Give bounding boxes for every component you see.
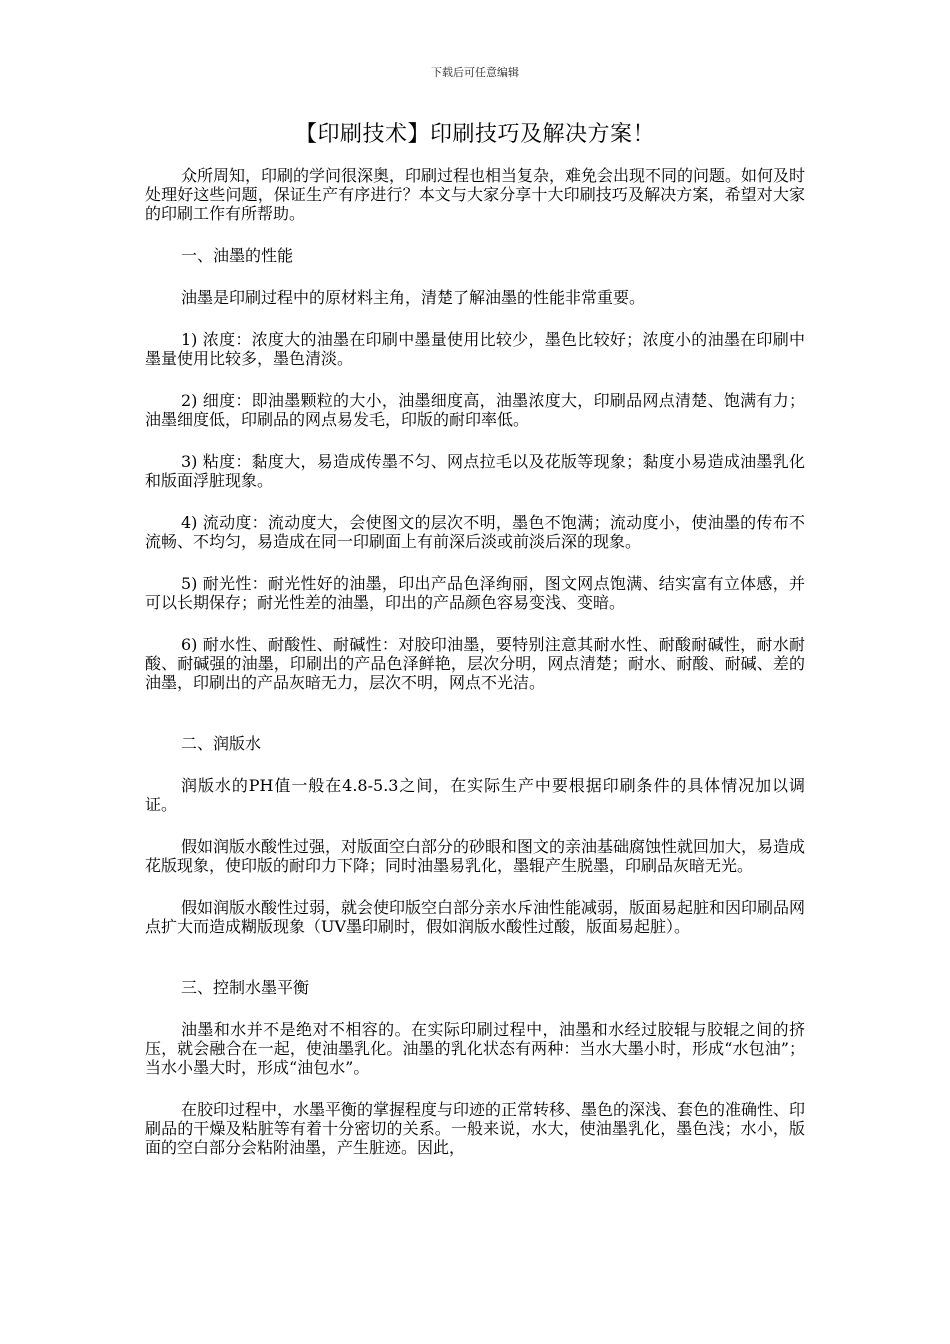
ink-item-lightfastness: 5) 耐光性：耐光性好的油墨，印出产品色泽绚丽，图文网点饱满、结实富有立体感，并可以长期保存；耐光性差的油墨，印出的产品颜色容易变浅、变暗。: [145, 574, 805, 612]
ink-item-fineness: 2) 细度：即油墨颗粒的大小，油墨细度高，油墨浓度大，印刷品网点清楚、饱满有力；油墨细度低，印刷品的网点易发毛，印版的耐印率低。: [145, 391, 805, 429]
section-heading-fountain-solution: 二、润版水: [181, 734, 262, 753]
section-ink-intro: 油墨是印刷过程中的原材料主角，清楚了解油墨的性能非常重要。: [181, 288, 646, 307]
ink-item-viscosity: 3) 粘度：黏度大，易造成传墨不匀、网点拉毛以及花版等现象；黏度小易造成油墨乳化和版面浮脏现象。: [145, 452, 805, 490]
document-title: 【印刷技术】印刷技巧及解决方案！: [294, 122, 655, 147]
balance-paragraph-control: 在胶印过程中，水墨平衡的掌握程度与印迹的正常转移、墨色的深浅、套色的准确性、印刷品的干燥及粘脏等有着十分密切的关系。一般来说，水大，使油墨乳化，墨色浅；水小，版面的空白部分会粘附油墨，产生脏迹。因此，: [145, 1100, 806, 1157]
ink-item-fluidity: 4) 流动度：流动度大，会使图文的层次不明，墨色不饱满；流动度小，使油墨的传布不流畅、不均匀，易造成在同一印刷面上有前深后淡或前淡后深的现象。: [145, 513, 805, 551]
ink-item-resistance: 6) 耐水性、耐酸性、耐碱性：对胶印油墨，要特别注意其耐水性、耐酸耐碱性，耐水耐酸、耐碱强的油墨，印刷出的产品色泽鲜艳，层次分明，网点清楚；耐水、耐酸、耐碱、差的油墨，印刷出的产品灰暗无力，层次不明，网点不光洁。: [145, 635, 805, 692]
section-heading-ink: 一、油墨的性能: [181, 246, 294, 265]
intro-paragraph: 众所周知，印刷的学问很深奥，印刷过程也相当复杂，难免会出现不同的问题。如何及时处理好这些问题，保证生产有序进行？本文与大家分享十大印刷技巧及解决方案，希望对大家的印刷工作有所帮助。: [145, 166, 806, 223]
balance-paragraph-emulsion: 油墨和水并不是绝对不相容的。在实际印刷过程中，油墨和水经过胶辊与胶辊之间的挤压，就会融合在一起，使油墨乳化。油墨的乳化状态有两种：当水大墨小时，形成“水包油”；当水小墨大时，形成“油包水”。: [145, 1020, 805, 1077]
header-note: 下载后可任意编辑: [431, 66, 519, 79]
fountain-paragraph-ph: 润版水的PH值一般在4.8-5.3之间，在实际生产中要根据印刷条件的具体情况加以调证。: [145, 776, 805, 814]
section-heading-water-ink-balance: 三、控制水墨平衡: [181, 978, 310, 997]
fountain-paragraph-weak: 假如润版水酸性过弱，就会使印版空白部分亲水斥油性能减弱，版面易起脏和因印刷品网点扩大而造成糊版现象（UV墨印刷时，假如润版水酸性过酸，版面易起脏）。: [145, 898, 806, 936]
fountain-paragraph-strong: 假如润版水酸性过强，对版面空白部分的砂眼和图文的亲油基础腐蚀性就回加大，易造成花版现象，使印版的耐印力下降；同时油墨易乳化，墨辊产生脱墨，印刷品灰暗无光。: [145, 837, 806, 875]
document-body: [145, 160, 805, 1157]
ink-item-concentration: 1) 浓度：浓度大的油墨在印刷中墨量使用比较少，墨色比较好；浓度小的油墨在印刷中墨量使用比较多，墨色清淡。: [145, 330, 805, 368]
